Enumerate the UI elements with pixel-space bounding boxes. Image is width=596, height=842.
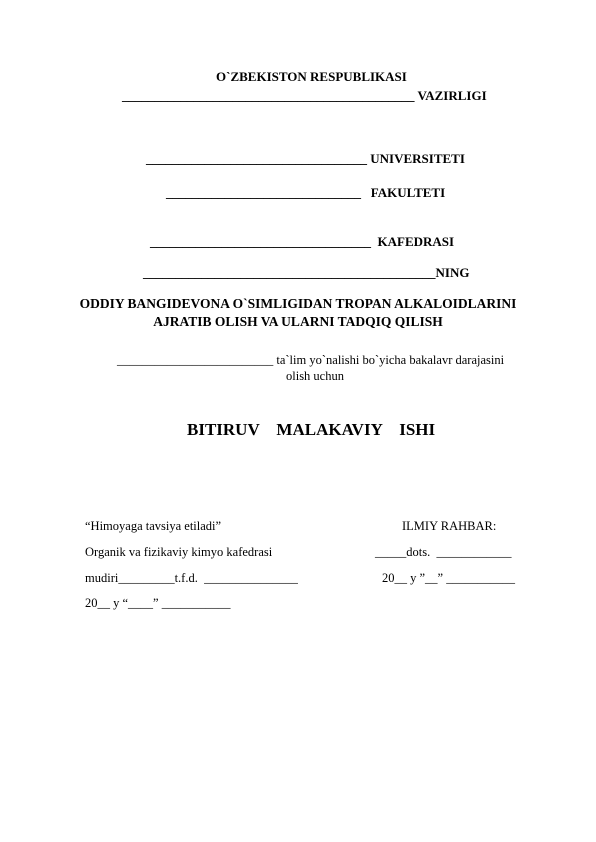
ning-line: _____________________________________________NING [143,265,470,280]
department-name: Organik va fizikaviy kimyo kafedrasi [85,545,273,559]
topic-line-1: ODDIY BANGIDEVONA O`SIMLIGIDAN TROPAN ALKALOIDLARINI [79,296,517,311]
republic-heading: O`ZBEKISTON RESPUBLIKASI [216,69,407,84]
ministry-line: _____________________________________________ VAZIRLIGI [122,88,487,103]
degree-line-2: olish uchun [286,369,344,383]
topic-line-2: AJRATIB OLISH VA ULARNI TADQIQ QILISH [153,314,443,329]
degree-line-1: _________________________ ta`lim yo`nalishi bo`yicha bakalavr darajasini [117,353,505,367]
head-signature-line: mudiri_________t.f.d. _______________ [85,571,298,585]
left-date-line: 20__ y “____” ___________ [85,596,231,610]
department-line: __________________________________ KAFEDRASI [150,234,455,249]
faculty-line: ______________________________ FAKULTETI [166,185,446,200]
supervisor-signature-line: _____dots. ____________ [375,545,512,559]
recommendation-label: “Himoyaga tavsiya etiladi” [85,519,222,533]
university-line: __________________________________ UNIVERSITETI [146,151,465,166]
right-date-line: 20__ y ”__” ___________ [382,571,515,585]
supervisor-label: ILMIY RAHBAR: [402,519,497,533]
work-title: BITIRUV MALAKAVIY ISHI [187,420,436,439]
